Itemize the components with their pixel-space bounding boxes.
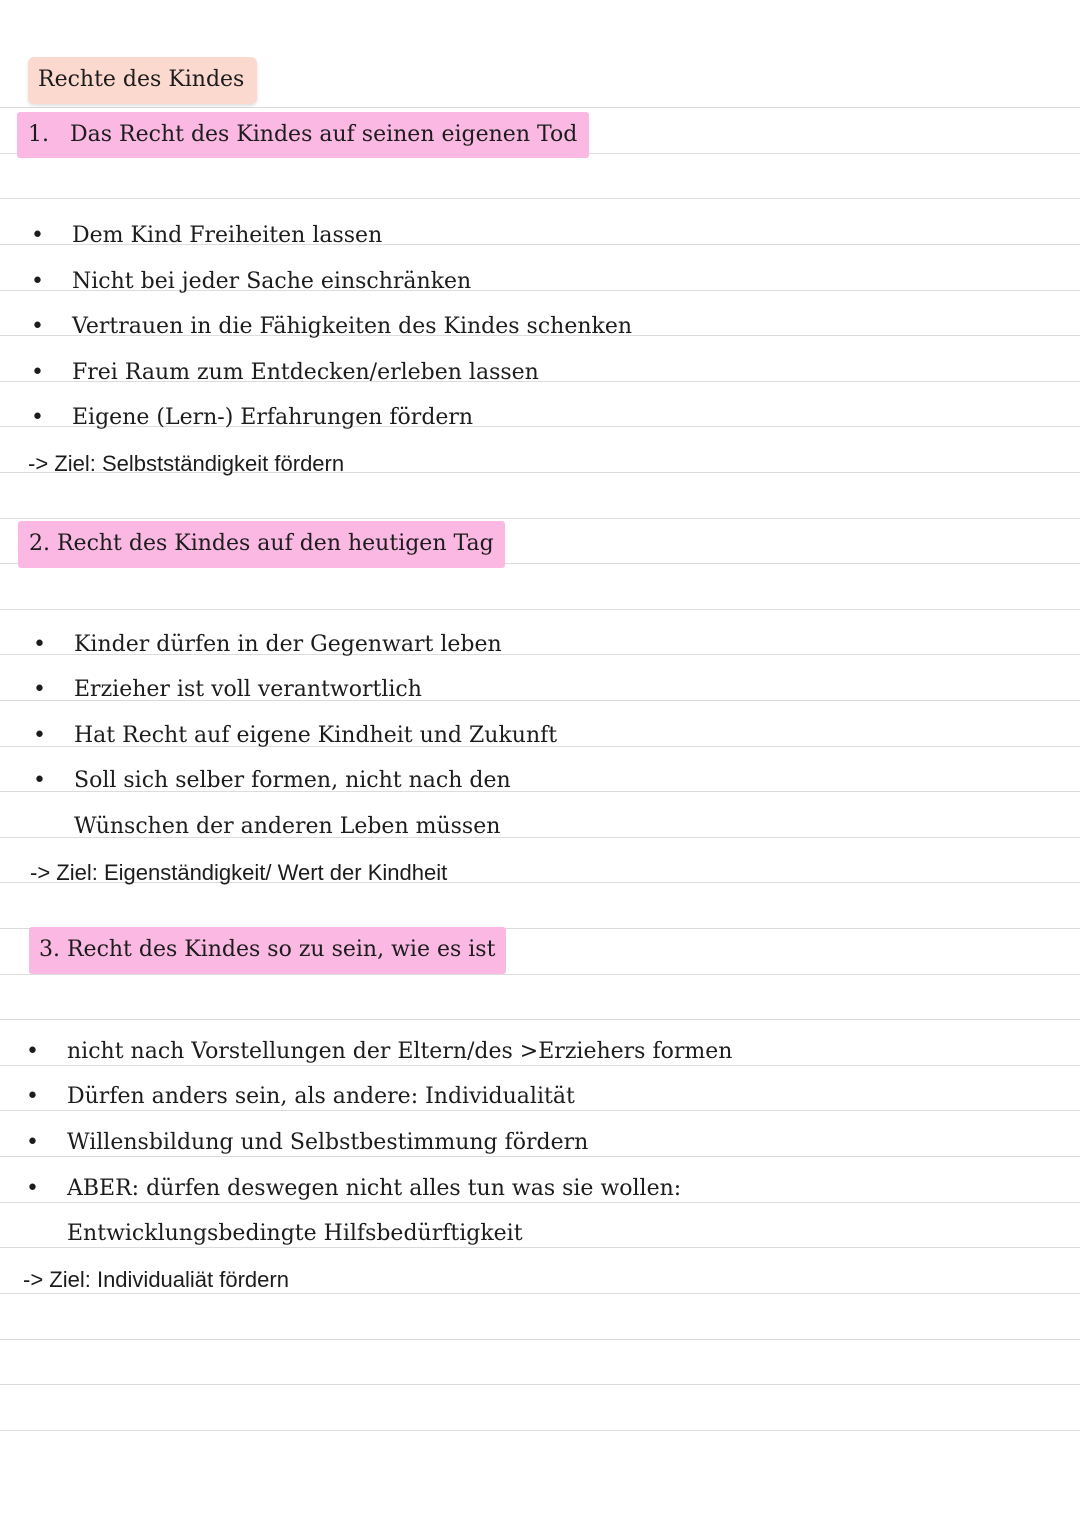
bullet-marker: • xyxy=(31,223,44,248)
list-item: Dürfen anders sein, als andere: Individualität xyxy=(67,1084,575,1109)
bullet-marker: • xyxy=(26,1130,39,1155)
list-item: ABER: dürfen deswegen nicht alles tun was sie wollen: xyxy=(67,1176,682,1201)
list-item: Erzieher ist voll verantwortlich xyxy=(74,677,422,702)
ruled-line xyxy=(0,974,1080,975)
bullet-marker: • xyxy=(33,723,46,748)
list-item: Frei Raum zum Entdecken/erleben lassen xyxy=(72,360,539,385)
ruled-line xyxy=(0,198,1080,199)
section-2-goal: -> Ziel: Eigenständigkeit/ Wert der Kindheit xyxy=(30,860,448,885)
ruled-line xyxy=(0,1384,1080,1385)
bullet-marker: • xyxy=(26,1176,39,1201)
ruled-line xyxy=(0,518,1080,519)
bullet-marker: • xyxy=(31,405,44,430)
section-1-heading-number: 1. xyxy=(28,122,49,147)
bullet-marker: • xyxy=(31,269,44,294)
bullet-marker: • xyxy=(31,314,44,339)
ruled-line xyxy=(0,1339,1080,1340)
bullet-marker: • xyxy=(33,768,46,793)
section-1-heading: Das Recht des Kindes auf seinen eigenen Tod xyxy=(70,122,578,147)
list-item: Soll sich selber formen, nicht nach den xyxy=(74,768,511,793)
bullet-marker: • xyxy=(33,632,46,657)
ruled-line xyxy=(0,1019,1080,1020)
list-item: nicht nach Vorstellungen der Eltern/des >Erziehers formen xyxy=(67,1039,733,1064)
bullet-marker: • xyxy=(31,360,44,385)
ruled-line xyxy=(0,1430,1080,1431)
list-item: Nicht bei jeder Sache einschränken xyxy=(72,269,472,294)
section-3-heading: 3. Recht des Kindes so zu sein, wie es ist xyxy=(39,937,496,962)
ruled-line xyxy=(0,107,1080,108)
section-2-heading: 2. Recht des Kindes auf den heutigen Tag xyxy=(29,531,494,556)
list-item-continuation: Entwicklungsbedingte Hilfsbedürftigkeit xyxy=(67,1221,523,1246)
list-item: Hat Recht auf eigene Kindheit und Zukunft xyxy=(74,723,558,748)
list-item-continuation: Wünschen der anderen Leben müssen xyxy=(74,814,501,839)
bullet-marker: • xyxy=(33,677,46,702)
list-item: Eigene (Lern-) Erfahrungen fördern xyxy=(72,405,474,430)
section-1-goal: -> Ziel: Selbstständigkeit fördern xyxy=(28,451,345,476)
list-item: Dem Kind Freiheiten lassen xyxy=(72,223,383,248)
bullet-marker: • xyxy=(26,1084,39,1109)
list-item: Vertrauen in die Fähigkeiten des Kindes schenken xyxy=(72,314,633,339)
list-item: Willensbildung und Selbstbestimmung fördern xyxy=(67,1130,589,1155)
bullet-marker: • xyxy=(26,1039,39,1064)
list-item: Kinder dürfen in der Gegenwart leben xyxy=(74,632,502,657)
section-3-goal: -> Ziel: Individualiät fördern xyxy=(23,1267,289,1292)
ruled-line xyxy=(0,609,1080,610)
page-title: Rechte des Kindes xyxy=(38,67,245,92)
